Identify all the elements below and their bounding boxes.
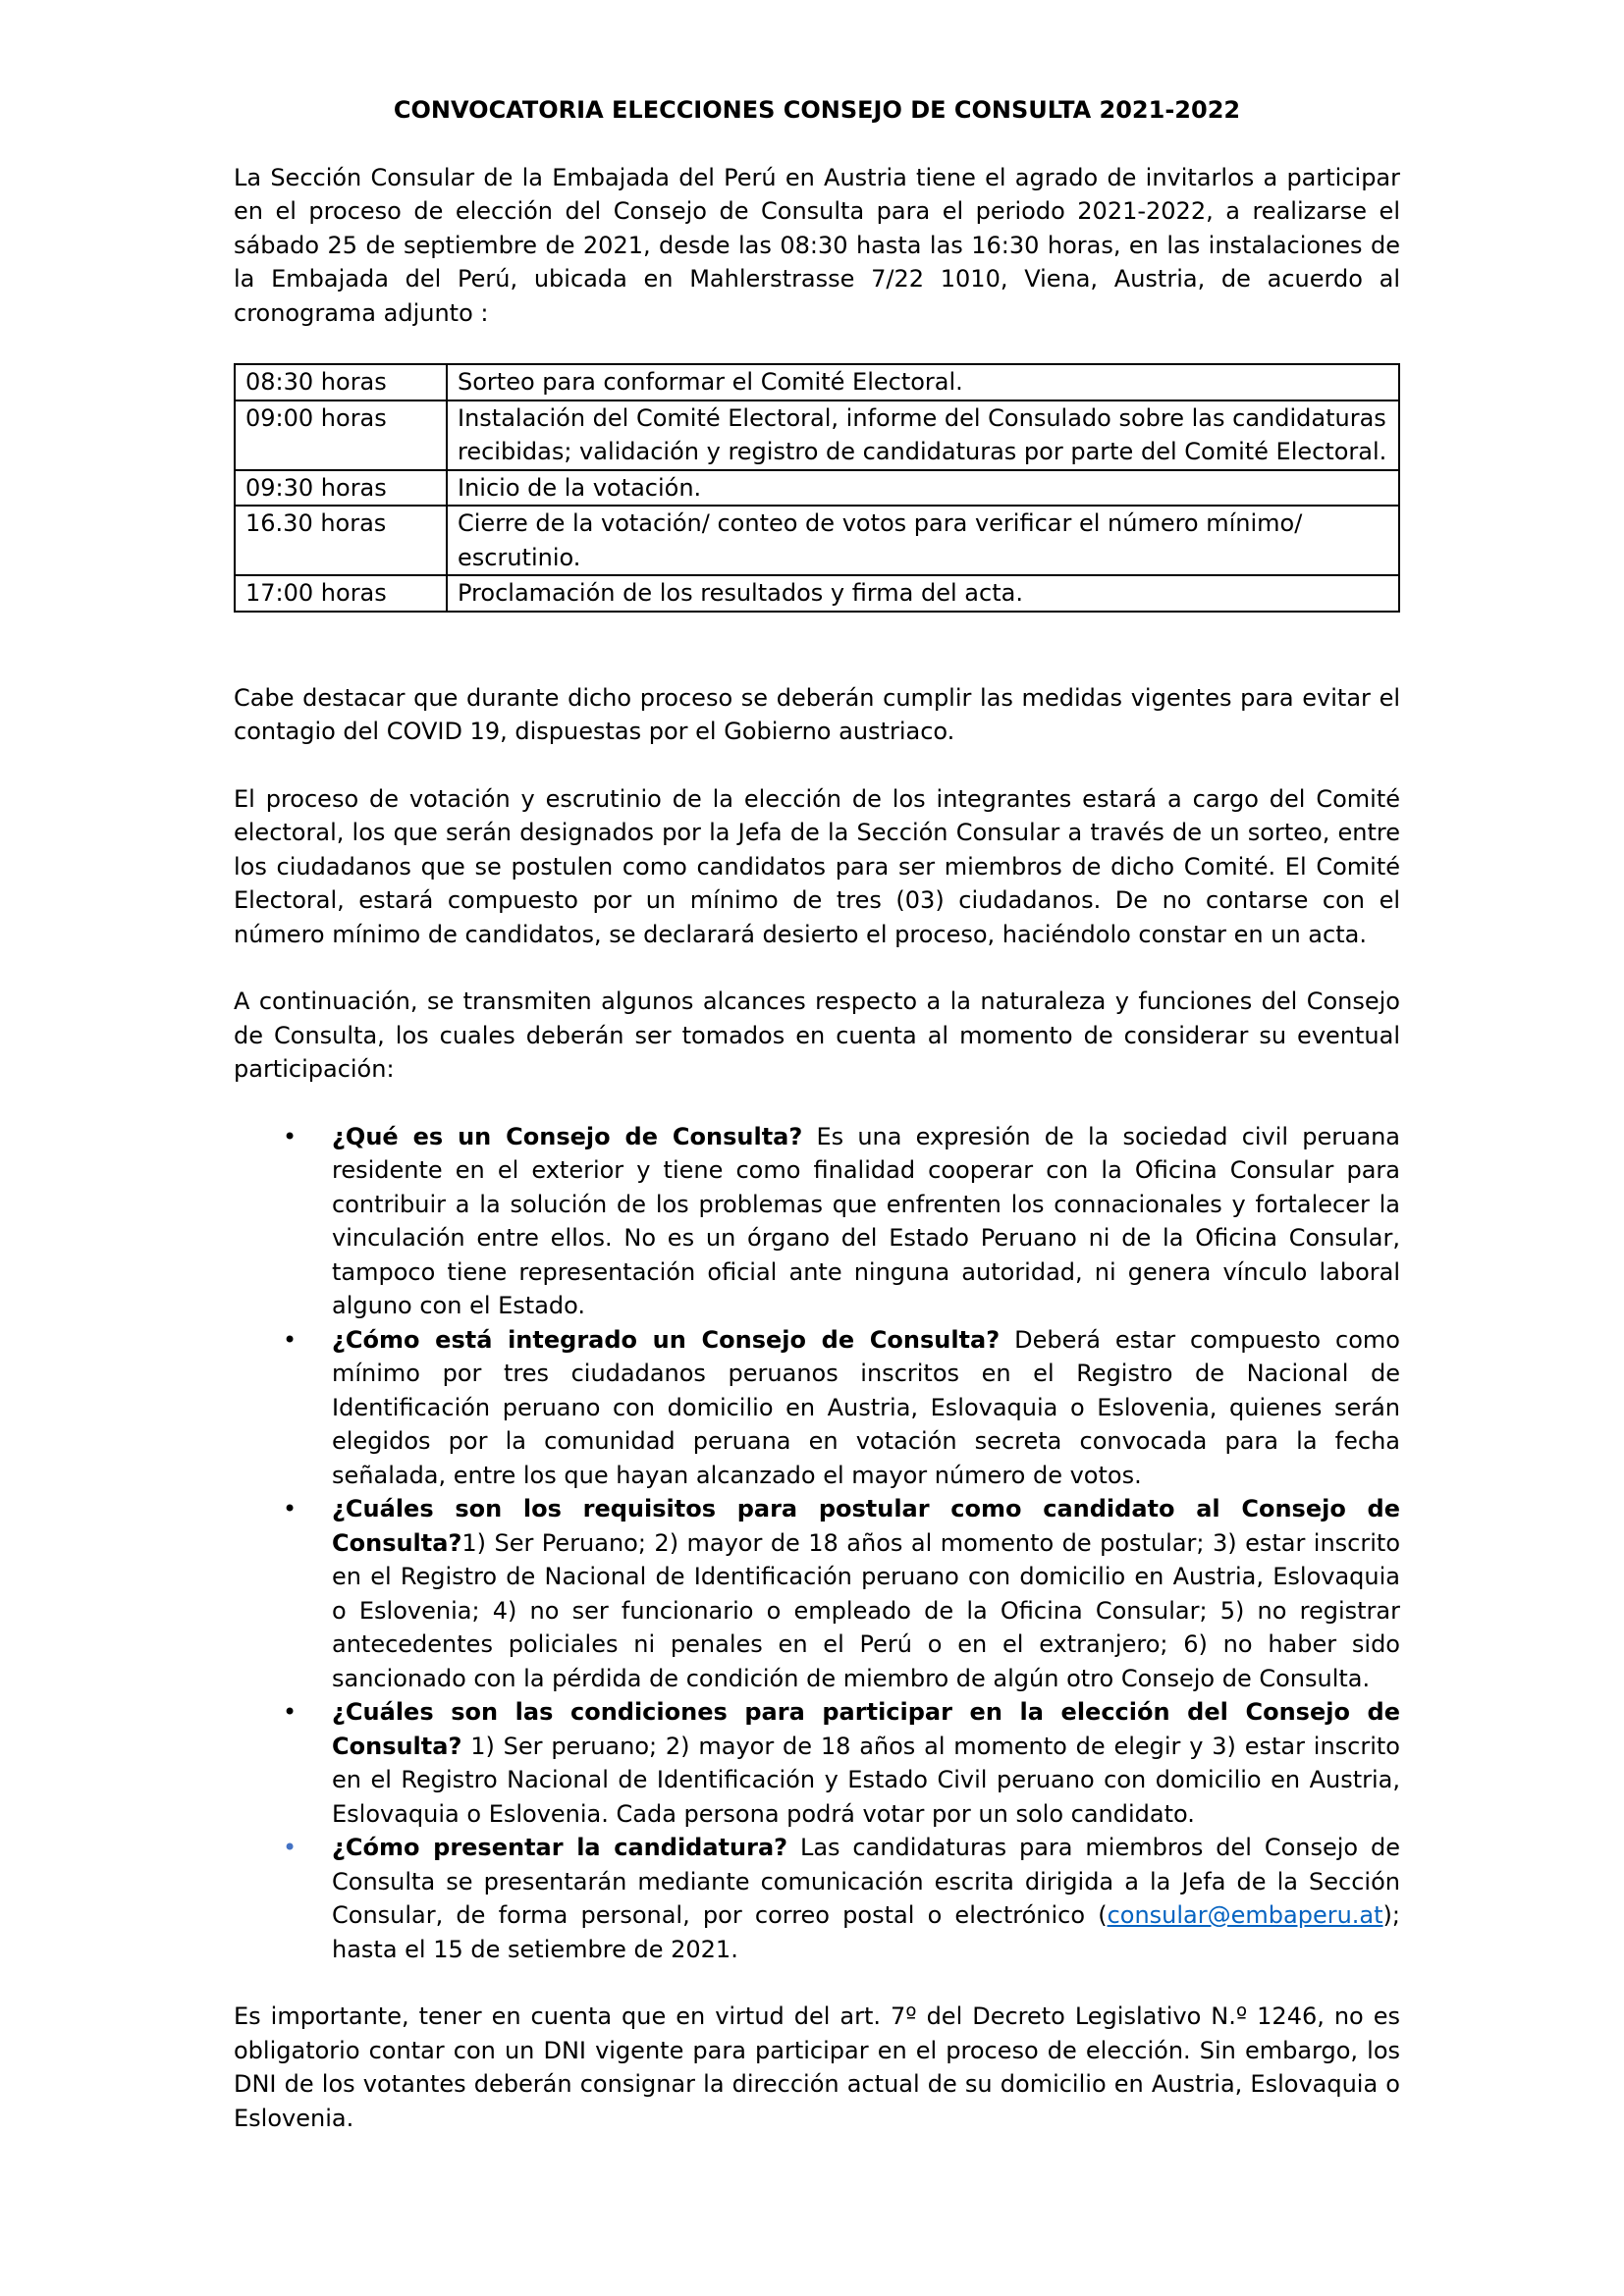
committee-paragraph: El proceso de votación y escrutinio de la elección de los integrantes estará a cargo del Comité electoral, los que serán designados por la Jefa de la Sección Consular a través de un sorteo, entre los ciudadanos que se postulen como candidatos para ser miembros de dicho Comité. El Comité Electoral, estará compuesto por un mínimo de tres (03) ciudadanos. De no contarse con el número mínimo de candidatos, se declarará desierto el proceso, haciéndolo constar en un acta. [234, 784, 1400, 948]
document-page [234, 93, 1400, 2135]
table-row [235, 470, 1399, 507]
bullet-icon: • [283, 1834, 298, 1861]
faq-answer: 1) Ser Peruano; 2) mayor de 18 años al momento de postular; 3) estar inscrito en el Registro de Nacional de Identificación peruano con domicilio en Austria, Eslovaquia o Eslovenia; 4) no ser funcionario o empleado de la Oficina Consular; 5) no registrar antecedentes policiales ni penales en el Perú o en el extranjero; 6) no haber sido sancionado con la pérdida de condición de miembro de algún otro Consejo de Consulta. [332, 1528, 1400, 1692]
faq-answer: 1) Ser peruano; 2) mayor de 18 años al momento de elegir y 3) estar inscrito en el Registro Nacional de Identificación y Estado Civil peruano con domicilio en Austria, Eslovaquia o Eslovenia. Cada persona podrá votar por un solo candidato. [332, 1732, 1400, 1828]
document-title: CONVOCATORIA ELECCIONES CONSEJO DE CONSULTA 2021-2022 [393, 96, 1241, 124]
scope-paragraph: A continuación, se transmiten algunos alcances respecto a la naturaleza y funciones del Consejo de Consulta, los cuales deberán ser tomados en cuenta al momento de considerar su eventual participación: [234, 988, 1400, 1083]
schedule-time: 08:30 horas [235, 364, 447, 400]
table-row [235, 575, 1399, 612]
list-item [234, 1831, 1400, 1966]
faq-answer: Es una expresión de la sociedad civil peruana residente en el exterior y tiene como finalidad cooperar con la Oficina Consular para contribuir a la solución de los problemas que enfrenten los connacionales y fortalecer la vinculación entre ellos. No es un órgano del Estado Peruano ni de la Oficina Consular, tampoco tiene representación oficial ante ninguna autoridad, ni genera vínculo laboral alguno con el Estado. [332, 1122, 1400, 1319]
faq-answer: Las candidaturas para miembros del Consejo de Consulta se presentarán mediante comunicación escrita dirigida a la Jefa de la Sección Consular, de forma personal, por correo postal o electrónico ( [332, 1834, 1400, 1929]
schedule-time: 09:00 horas [235, 400, 447, 470]
schedule-activity: Sorteo para conformar el Comité Electoral. [447, 364, 1399, 400]
table-row [235, 364, 1399, 400]
faq-question: ¿Cuáles son las condiciones para participar en la elección del Consejo de Consulta? [332, 1698, 1400, 1760]
faq-question: ¿Cómo presentar la candidatura? [332, 1834, 788, 1861]
table-row [235, 400, 1399, 470]
schedule-activity: Inicio de la votación. [447, 470, 1399, 507]
schedule-time: 17:00 horas [235, 575, 447, 612]
intro-paragraph: La Sección Consular de la Embajada del Perú en Austria tiene el agrado de invitarlos a participar en el proceso de elección del Consejo de Consulta para el periodo 2021-2022, a realizarse el sábado 25 de septiembre de 2021, desde las 08:30 hasta las 16:30 horas, en las instalaciones de la Embajada del Perú, ubicada en Mahlerstrasse 7/22 1010, Viena, Austria, de acuerdo al cronograma adjunto : [234, 163, 1400, 327]
schedule-activity: Cierre de la votación/ conteo de votos para verificar el número mínimo/ escrutinio. [447, 506, 1399, 575]
faq-question: ¿Cómo está integrado un Consejo de Consulta? [332, 1325, 1001, 1354]
faq-answer: Deberá estar compuesto como mínimo por tres ciudadanos peruanos inscritos en el Registro de Nacional de Identificación peruano con domicilio en Austria, Eslovaquia o Eslovenia, quienes serán elegidos por la comunidad peruana en votación secreta convocada para la fecha señalada, entre los que hayan alcanzado el mayor número de votos. [332, 1325, 1400, 1489]
bullet-icon: • [283, 1698, 298, 1726]
covid-paragraph: Cabe destacar que durante dicho proceso se deberán cumplir las medidas vigentes para evitar el contagio del COVID 19, dispuestas por el Gobierno austriaco. [234, 683, 1400, 745]
table-row [235, 506, 1399, 575]
list-item [234, 1695, 1400, 1831]
list-item [234, 1323, 1400, 1493]
schedule-activity: Instalación del Comité Electoral, informe del Consulado sobre las candidaturas recibidas; validación y registro de candidaturas por parte del Comité Electoral. [447, 400, 1399, 470]
list-item [234, 1120, 1400, 1323]
schedule-time: 09:30 horas [235, 470, 447, 507]
faq-answer-end: ); hasta el 15 de setiembre de 2021. [332, 1901, 1400, 1963]
final-paragraph: Es importante, tener en cuenta que en virtud del art. 7º del Decreto Legislativo N.º 1246, no es obligatorio contar con un DNI vigente para participar en el proceso de elección. Sin embargo, los DNI de los votantes deberán consignar la dirección actual de su domicilio en Austria, Eslovaquia o Eslovenia. [234, 2002, 1400, 2132]
faq-question: ¿Cuáles son los requisitos para postular como candidato al Consejo de Consulta? [332, 1495, 1400, 1557]
list-item [234, 1492, 1400, 1695]
faq-list [234, 1120, 1400, 1967]
bullet-icon: • [283, 1495, 298, 1522]
bullet-icon: • [283, 1122, 298, 1150]
email-link[interactable]: consular@embaperu.at [1107, 1901, 1383, 1929]
faq-question: ¿Qué es un Consejo de Consulta? [332, 1122, 803, 1150]
bullet-icon: • [283, 1325, 298, 1354]
schedule-activity: Proclamación de los resultados y firma del acta. [447, 575, 1399, 612]
schedule-table [234, 363, 1400, 613]
schedule-time: 16.30 horas [235, 506, 447, 575]
